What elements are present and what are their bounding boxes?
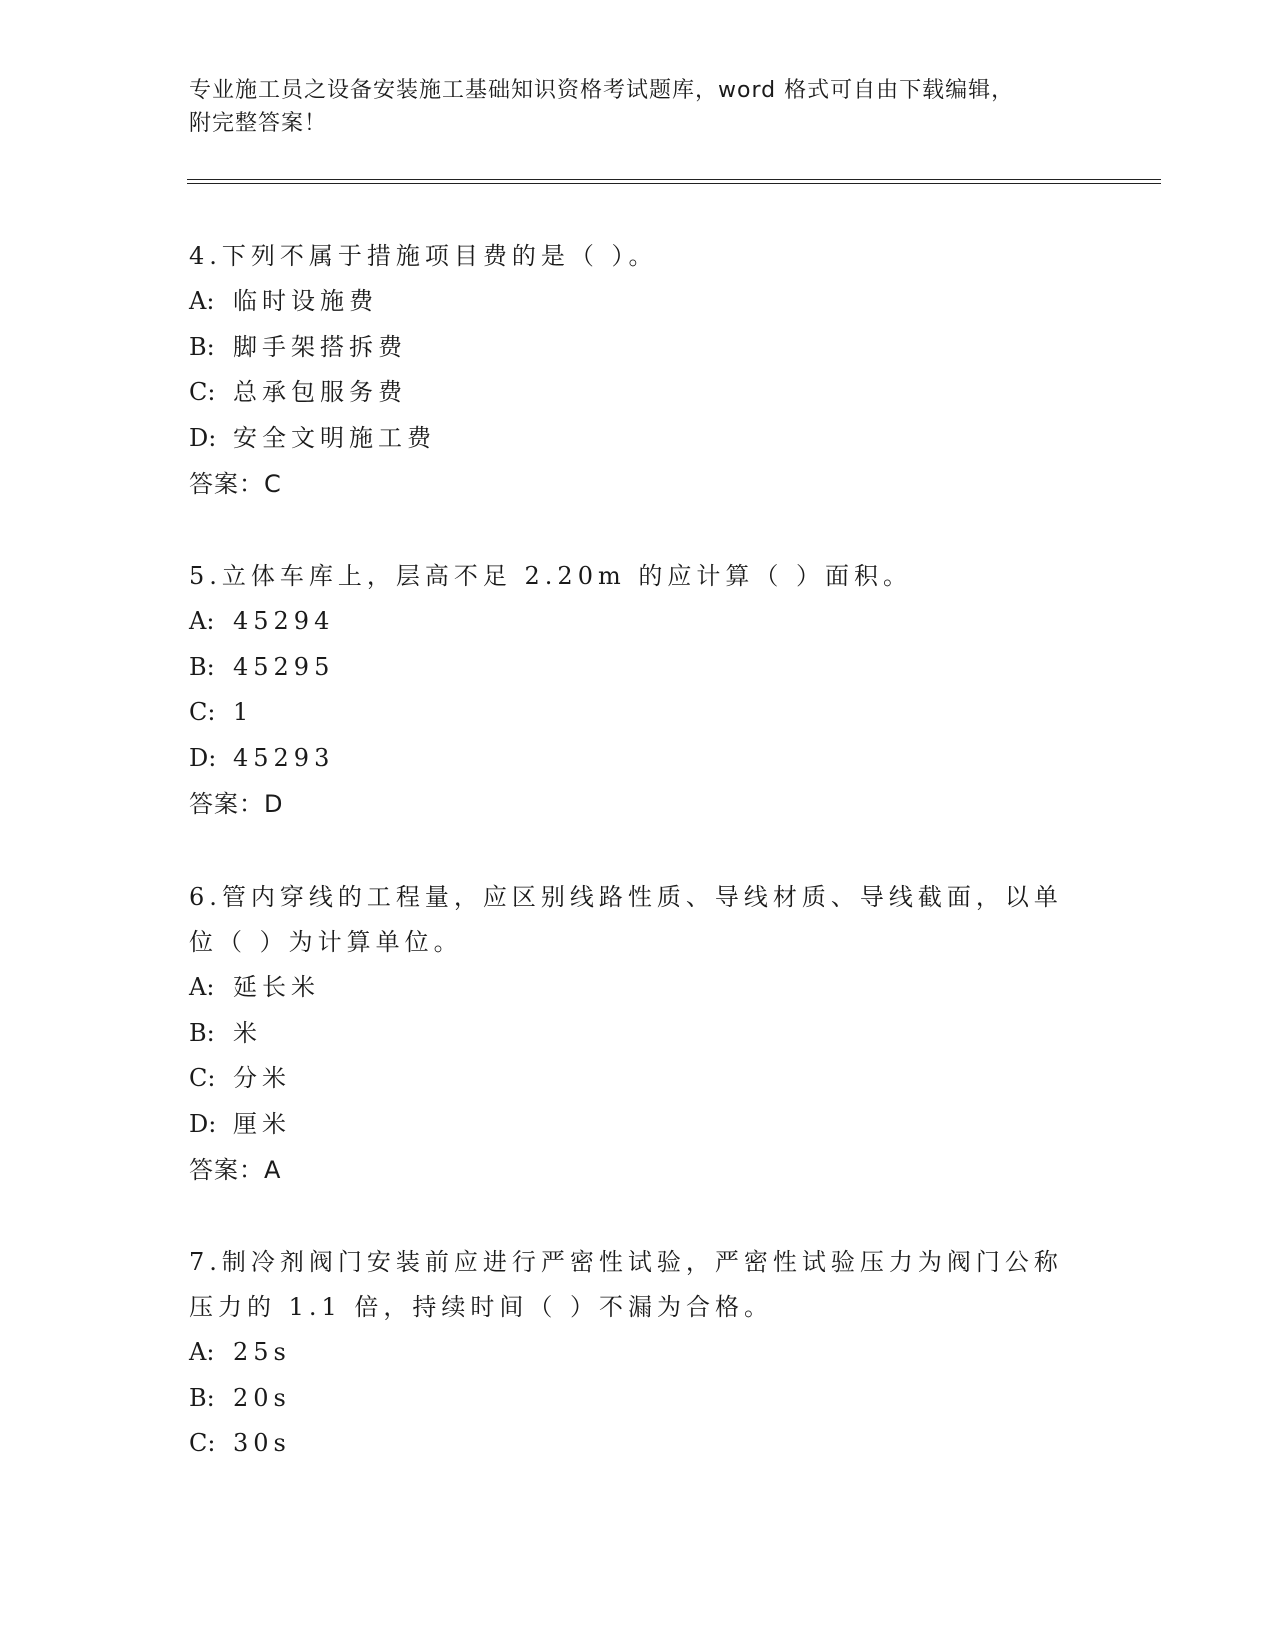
option-text: 安全文明施工费 xyxy=(233,424,436,453)
question-stem: 6.管内穿线的工程量，应区别线路性质、导线材质、导线截面，以单位（ ）为计算单位。 xyxy=(189,883,1063,956)
option-a xyxy=(189,279,1089,325)
document-header xyxy=(189,74,1089,140)
option-b xyxy=(189,1376,1089,1422)
option-text: 45294 xyxy=(233,607,335,635)
question-7 xyxy=(189,1240,1089,1467)
option-text: 30s xyxy=(233,1429,291,1458)
header-divider-bottom xyxy=(187,183,1161,184)
option-text: 米 xyxy=(233,1018,262,1047)
option-letter: B: xyxy=(189,1018,215,1047)
option-letter: C: xyxy=(189,1429,216,1458)
option-letter: C: xyxy=(189,378,216,407)
option-d xyxy=(189,416,1089,462)
option-letter: A: xyxy=(189,973,215,1001)
option-b xyxy=(189,645,1089,691)
question-6 xyxy=(189,875,1089,1194)
option-letter: D: xyxy=(189,1110,217,1139)
option-text: 20s xyxy=(233,1383,291,1412)
answer-line: 答案：D xyxy=(189,789,284,818)
answer-line: 答案：A xyxy=(189,1155,282,1184)
option-text: 临时设施费 xyxy=(233,287,378,315)
option-letter: B: xyxy=(189,652,215,681)
option-letter: A: xyxy=(189,1338,215,1366)
option-c xyxy=(189,690,1089,736)
question-4 xyxy=(189,234,1089,508)
option-text: 分米 xyxy=(233,1064,291,1093)
option-a xyxy=(189,1330,1089,1376)
option-letter: A: xyxy=(189,287,215,315)
option-c xyxy=(189,370,1089,416)
option-d xyxy=(189,1102,1089,1148)
option-c xyxy=(189,1056,1089,1102)
option-text: 1 xyxy=(233,698,254,727)
option-text: 45295 xyxy=(233,652,335,681)
option-b xyxy=(189,325,1089,371)
header-title-line2: 附完整答案！ xyxy=(189,111,328,136)
question-stem: 7.制冷剂阀门安装前应进行严密性试验，严密性试验压力为阀门公称压力的 1.1 倍，持续时间（ ）不漏为合格。 xyxy=(189,1248,1063,1321)
option-text: 总承包服务费 xyxy=(233,378,407,407)
option-text: 厘米 xyxy=(233,1110,291,1139)
question-stem: 4.下列不属于措施项目费的是（ ）。 xyxy=(189,242,658,270)
option-letter: A: xyxy=(189,607,215,635)
option-text: 延长米 xyxy=(233,973,320,1001)
option-b xyxy=(189,1011,1089,1057)
question-stem: 5.立体车库上，层高不足 2.20m 的应计算（ ）面积。 xyxy=(189,562,912,590)
option-d xyxy=(189,736,1089,782)
option-letter: D: xyxy=(189,744,217,773)
option-letter: B: xyxy=(189,332,215,361)
header-divider-top xyxy=(187,179,1161,180)
option-text: 25s xyxy=(233,1338,291,1366)
header-title-line1: 专业施工员之设备安装施工基础知识资格考试题库，word 格式可自由下载编辑， xyxy=(189,78,1015,103)
option-text: 脚手架搭拆费 xyxy=(233,332,407,361)
option-text: 45293 xyxy=(233,744,335,773)
question-5 xyxy=(189,554,1089,828)
option-c xyxy=(189,1421,1089,1467)
option-letter: C: xyxy=(189,698,216,727)
option-a xyxy=(189,965,1089,1011)
option-letter: B: xyxy=(189,1383,215,1412)
option-letter: D: xyxy=(189,424,217,453)
option-a xyxy=(189,599,1089,645)
answer-line: 答案：C xyxy=(189,469,282,498)
option-letter: C: xyxy=(189,1064,216,1093)
